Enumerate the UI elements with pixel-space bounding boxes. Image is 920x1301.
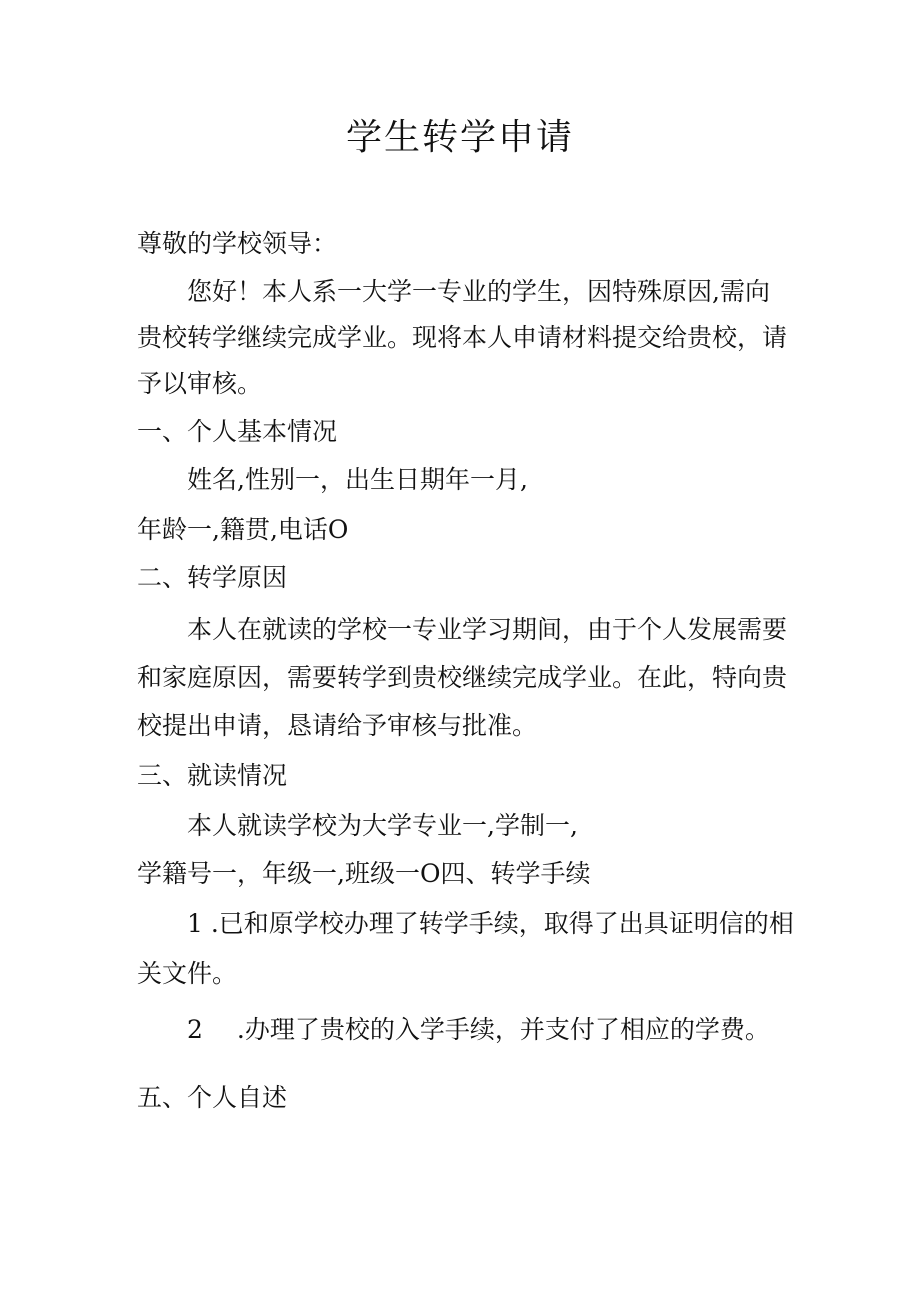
section-heading-study-status: 三、就读情况 xyxy=(137,761,288,790)
basic-info-line-1: 姓名,性别一，出生日期年一月, xyxy=(187,465,528,494)
procedure-item-1-number: 1 xyxy=(187,909,203,938)
procedure-item-1-continuation: 关文件。 xyxy=(137,959,238,988)
transfer-reason-line-3: 校提出申请，恳请给予审核与批准。 xyxy=(137,711,538,740)
intro-line-2: 贵校转学继续完成学业。现将本人申请材料提交给贵校，请 xyxy=(137,323,788,352)
section-heading-basic-info: 一、个人基本情况 xyxy=(137,417,338,446)
study-status-line-1: 本人就读学校为大学专业一,学制一, xyxy=(187,811,578,840)
salutation: 尊敬的学校领导： xyxy=(137,229,338,258)
procedure-item-2-number: 2 xyxy=(187,1015,203,1044)
procedure-item-1-text: .已和原学校办理了转学手续，取得了出具证明信的相 xyxy=(210,909,794,938)
procedure-item-1 xyxy=(187,906,794,942)
study-status-line-2: 学籍号一，年级一,班级一O四、转学手续 xyxy=(137,859,591,888)
section-heading-transfer-reason: 二、转学原因 xyxy=(137,563,288,592)
procedure-item-2-text: .办理了贵校的入学手续，并支付了相应的学费。 xyxy=(236,1015,770,1044)
basic-info-line-2: 年龄一,籍贯,电话O xyxy=(137,515,349,544)
section-heading-self-statement: 五、个人自述 xyxy=(137,1083,288,1112)
transfer-reason-line-2: 和家庭原因，需要转学到贵校继续完成学业。在此，特向贵 xyxy=(137,663,788,692)
document-title: 学生转学申请 xyxy=(345,117,574,158)
procedure-item-2 xyxy=(187,1012,770,1048)
transfer-reason-line-1: 本人在就读的学校一专业学习期间，由于个人发展需要 xyxy=(187,615,788,644)
intro-line-1: 您好！本人系一大学一专业的学生，因特殊原因,需向 xyxy=(187,277,770,306)
intro-line-3: 予以审核。 xyxy=(137,369,263,398)
